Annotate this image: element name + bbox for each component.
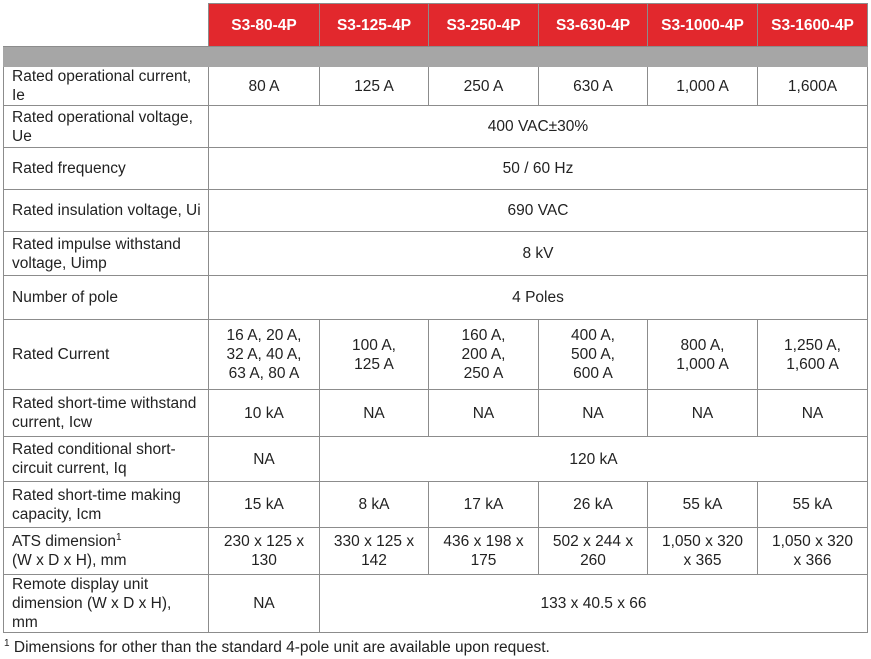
gray-band-row bbox=[4, 47, 868, 67]
cell-value: 16 A, 20 A, 32 A, 40 A, 63 A, 80 A bbox=[209, 320, 320, 390]
spec-table bbox=[3, 3, 868, 633]
gray-band bbox=[4, 47, 868, 67]
cell-value: 15 kA bbox=[209, 482, 320, 528]
table-row bbox=[4, 390, 868, 437]
row-label: Rated short-time withstand current, Icw bbox=[4, 390, 209, 437]
cell-value: 8 kA bbox=[320, 482, 429, 528]
row-label: Rated frequency bbox=[4, 148, 209, 190]
cell-value: 630 A bbox=[539, 67, 648, 106]
model-header: S3-1000-4P bbox=[648, 4, 758, 47]
cell-value: NA bbox=[539, 390, 648, 437]
footnote-ref: 1 bbox=[115, 531, 122, 543]
cell-value: 1,050 x 320 x 366 bbox=[758, 528, 868, 575]
cell-value: 330 x 125 x 142 bbox=[320, 528, 429, 575]
cell-value: 160 A, 200 A, 250 A bbox=[429, 320, 539, 390]
model-header: S3-1600-4P bbox=[758, 4, 868, 47]
table-row bbox=[4, 232, 868, 276]
cell-value: 100 A, 125 A bbox=[320, 320, 429, 390]
cell-value: 10 kA bbox=[209, 390, 320, 437]
cell-value: 8 kV bbox=[209, 232, 868, 276]
model-header: S3-80-4P bbox=[209, 4, 320, 47]
cell-value: 502 x 244 x 260 bbox=[539, 528, 648, 575]
row-label: Rated insulation voltage, Ui bbox=[4, 190, 209, 232]
cell-value: 436 x 198 x 175 bbox=[429, 528, 539, 575]
cell-value: NA bbox=[648, 390, 758, 437]
row-label: Rated operational voltage, Ue bbox=[4, 106, 209, 148]
cell-value: NA bbox=[209, 575, 320, 633]
table-row bbox=[4, 320, 868, 390]
table-row bbox=[4, 482, 868, 528]
footnote-text: Dimensions for other than the standard 4-pole unit are available upon request. bbox=[9, 639, 550, 656]
cell-value: 133 x 40.5 x 66 bbox=[320, 575, 868, 633]
cell-value: 4 Poles bbox=[209, 276, 868, 320]
row-label: Number of pole bbox=[4, 276, 209, 320]
row-label: Rated operational current, Ie bbox=[4, 67, 209, 106]
header-row bbox=[4, 4, 868, 47]
model-header: S3-125-4P bbox=[320, 4, 429, 47]
cell-value: 1,000 A bbox=[648, 67, 758, 106]
cell-value: NA bbox=[758, 390, 868, 437]
cell-value: 400 A, 500 A, 600 A bbox=[539, 320, 648, 390]
cell-value: 125 A bbox=[320, 67, 429, 106]
cell-value: 1,600A bbox=[758, 67, 868, 106]
table-row bbox=[4, 148, 868, 190]
cell-value: 1,250 A, 1,600 A bbox=[758, 320, 868, 390]
cell-value: 80 A bbox=[209, 67, 320, 106]
footnote-marker: 1 bbox=[4, 637, 10, 649]
ats-label-unit: (W x D x H), mm bbox=[12, 552, 127, 569]
row-label: Rated impulse withstand voltage, Uimp bbox=[4, 232, 209, 276]
cell-value: 55 kA bbox=[648, 482, 758, 528]
table-row bbox=[4, 437, 868, 482]
cell-value: NA bbox=[209, 437, 320, 482]
cell-value: 50 / 60 Hz bbox=[209, 148, 868, 190]
row-label: Rated Current bbox=[4, 320, 209, 390]
table-row bbox=[4, 528, 868, 575]
table-row bbox=[4, 575, 868, 633]
cell-value: 17 kA bbox=[429, 482, 539, 528]
table-row bbox=[4, 106, 868, 148]
cell-value: 55 kA bbox=[758, 482, 868, 528]
model-header: S3-250-4P bbox=[429, 4, 539, 47]
cell-value: 120 kA bbox=[320, 437, 868, 482]
row-label bbox=[4, 528, 209, 575]
header-corner bbox=[4, 4, 209, 47]
table-row bbox=[4, 67, 868, 106]
cell-value: 250 A bbox=[429, 67, 539, 106]
model-header: S3-630-4P bbox=[539, 4, 648, 47]
table-row bbox=[4, 276, 868, 320]
cell-value: 230 x 125 x 130 bbox=[209, 528, 320, 575]
row-label: Rated short-time making capacity, Icm bbox=[4, 482, 209, 528]
cell-value: 690 VAC bbox=[209, 190, 868, 232]
table-row bbox=[4, 190, 868, 232]
cell-value: 800 A, 1,000 A bbox=[648, 320, 758, 390]
footnote bbox=[4, 638, 550, 657]
cell-value: 1,050 x 320 x 365 bbox=[648, 528, 758, 575]
row-label: Rated conditional short-circuit current, Iq bbox=[4, 437, 209, 482]
cell-value: NA bbox=[320, 390, 429, 437]
cell-value: 26 kA bbox=[539, 482, 648, 528]
ats-label-text: ATS dimension bbox=[12, 533, 116, 550]
cell-value: NA bbox=[429, 390, 539, 437]
cell-value: 400 VAC±30% bbox=[209, 106, 868, 148]
row-label: Remote display unit dimension (W x D x H), mm bbox=[4, 575, 209, 633]
